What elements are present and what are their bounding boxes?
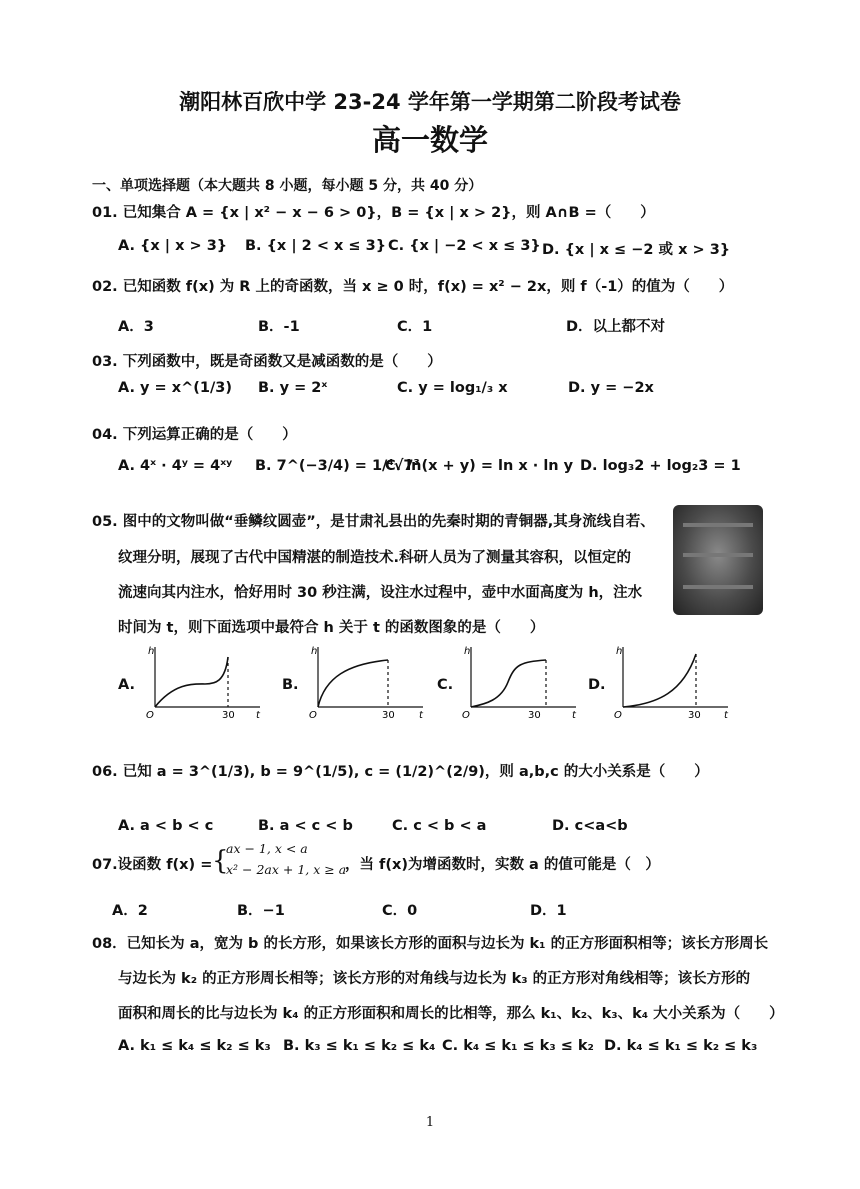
question-02-option-b: B．-1 <box>258 319 300 335</box>
question-07-option-c: C．0 <box>382 903 418 919</box>
graph-c-x-label: t <box>572 710 576 721</box>
graph-a-tick: 30 <box>222 710 235 721</box>
question-05-line-2: 纹理分明，展现了古代中国精湛的制造技术.科研人员为了测量其容积，以恒定的 <box>118 550 632 566</box>
question-05-option-d: D. <box>588 677 606 693</box>
graph-b-origin: O <box>309 710 317 721</box>
graph-b-y-label: h <box>311 646 318 657</box>
subject-title: 高一数学 <box>371 123 488 157</box>
question-06-option-b: B. a < c < b <box>258 818 353 834</box>
graph-c-y-label: h <box>464 646 471 657</box>
question-07-option-a: A．2 <box>112 903 148 919</box>
bronze-vessel-photo <box>673 505 763 615</box>
question-07-case-2: x² − 2ax + 1, x ≥ a <box>226 862 347 877</box>
question-06-stem: 06. 已知 a = 3^(1/3), b = 9^(1/5), c = (1/2)^(2/9)，则 a,b,c 的大小关系是（ ） <box>92 764 709 780</box>
question-04-stem: 04. 下列运算正确的是（ ） <box>92 427 297 443</box>
question-07-option-d: D．1 <box>530 903 567 919</box>
question-03-option-c: C. y = log₁/₃ x <box>397 380 508 396</box>
question-02-stem: 02. 已知函数 f(x) 为 R 上的奇函数，当 x ≥ 0 时，f(x) = x² − 2x，则 f（-1）的值为（ ） <box>92 279 734 295</box>
question-08-option-c: C. k₄ ≤ k₁ ≤ k₃ ≤ k₂ <box>442 1038 594 1054</box>
graph-a-x-label: t <box>256 710 260 721</box>
graph-d-y-label: h <box>616 646 623 657</box>
graph-b-x-label: t <box>419 710 423 721</box>
question-04-option-a: A. 4ˣ · 4ʸ = 4ˣʸ <box>118 458 233 474</box>
question-05-option-b: B. <box>282 677 299 693</box>
question-04-option-c: C. ln(x + y) = ln x · ln y <box>385 458 574 474</box>
question-07-stem-prefix: 07.设函数 f(x) = <box>92 857 213 873</box>
graph-a-y-label: h <box>148 646 155 657</box>
question-08-option-a: A. k₁ ≤ k₄ ≤ k₂ ≤ k₃ <box>118 1038 271 1054</box>
question-03-option-a: A. y = x^(1/3) <box>118 380 232 396</box>
question-06-option-d: D. c<a<b <box>552 818 628 834</box>
question-04-option-b: B. 7^(−3/4) = 1/⁴√7³ <box>255 458 420 474</box>
question-03-option-d: D. y = −2x <box>568 380 654 396</box>
graph-b <box>303 642 428 722</box>
graph-c-tick: 30 <box>528 710 541 721</box>
graph-b-tick: 30 <box>382 710 395 721</box>
question-05-line-1: 05. 图中的文物叫做“垂鳞纹圆壶”，是甘肃礼县出的先秦时期的青铜器,其身流线自若、 <box>92 514 655 530</box>
question-05-line-3: 流速向其内注水，恰好用时 30 秒注满，设注水过程中，壶中水面高度为 h，注水 <box>118 585 643 601</box>
question-07-case-1: ax − 1, x < a <box>226 841 308 856</box>
question-01-option-d: D. {x | x ≤ −2 或 x > 3} <box>542 242 731 258</box>
graph-d-tick: 30 <box>688 710 701 721</box>
question-06-option-a: A. a < b < c <box>118 818 214 834</box>
question-04-option-d: D. log₃2 + log₂3 = 1 <box>580 458 741 474</box>
question-01-option-a: A. {x | x > 3} <box>118 238 228 254</box>
question-02-option-c: C．1 <box>397 319 433 335</box>
graph-d-origin: O <box>614 710 622 721</box>
graph-d <box>608 642 733 722</box>
question-08-option-d: D. k₄ ≤ k₁ ≤ k₂ ≤ k₃ <box>604 1038 758 1054</box>
question-02-option-d: D．以上都不对 <box>566 319 666 335</box>
graph-a <box>140 642 265 722</box>
question-01-stem: 01. 已知集合 A = {x | x² − x − 6 > 0}，B = {x | x > 2}，则 A∩B =（ ） <box>92 205 655 221</box>
graph-d-x-label: t <box>724 710 728 721</box>
graph-c <box>456 642 581 722</box>
question-08-line-1: 08．已知长为 a，宽为 b 的长方形，如果该长方形的面积与边长为 k₁ 的正方形面积相等；该长方形周长 <box>92 936 769 952</box>
question-08-line-2: 与边长为 k₂ 的正方形周长相等；该长方形的对角线与边长为 k₃ 的正方形对角线相等；该长方形的 <box>118 971 751 987</box>
question-05-line-4: 时间为 t，则下面选项中最符合 h 关于 t 的函数图象的是（ ） <box>118 620 545 636</box>
section-heading: 一、单项选择题（本大题共 8 小题，每小题 5 分，共 40 分） <box>92 178 483 194</box>
question-03-option-b: B. y = 2ˣ <box>258 380 328 396</box>
question-03-stem: 03. 下列函数中，既是奇函数又是减函数的是（ ） <box>92 354 442 370</box>
graph-a-origin: O <box>146 710 154 721</box>
graph-c-origin: O <box>462 710 470 721</box>
question-05-option-a: A. <box>118 677 135 693</box>
question-01-option-b: B. {x | 2 < x ≤ 3} <box>245 238 387 254</box>
page-number: 1 <box>425 1115 435 1130</box>
question-07-stem-suffix: ，当 f(x)为增函数时，实数 a 的值可能是（ ） <box>345 857 660 873</box>
question-08-option-b: B. k₃ ≤ k₁ ≤ k₂ ≤ k₄ <box>283 1038 436 1054</box>
question-01-option-c: C. {x | −2 < x ≤ 3} <box>388 238 541 254</box>
question-08-line-3: 面积和周长的比与边长为 k₄ 的正方形面积和周长的比相等，那么 k₁、k₂、k₃、k₄ 大小关系为（ ） <box>118 1006 784 1022</box>
exam-title: 潮阳林百欣中学 23-24 学年第一学期第二阶段考试卷 <box>179 90 681 114</box>
piecewise-brace: { <box>212 846 229 876</box>
question-06-option-c: C. c < b < a <box>392 818 487 834</box>
question-05-option-c: C. <box>437 677 454 693</box>
question-07-option-b: B．−1 <box>237 903 285 919</box>
question-02-option-a: A．3 <box>118 319 154 335</box>
